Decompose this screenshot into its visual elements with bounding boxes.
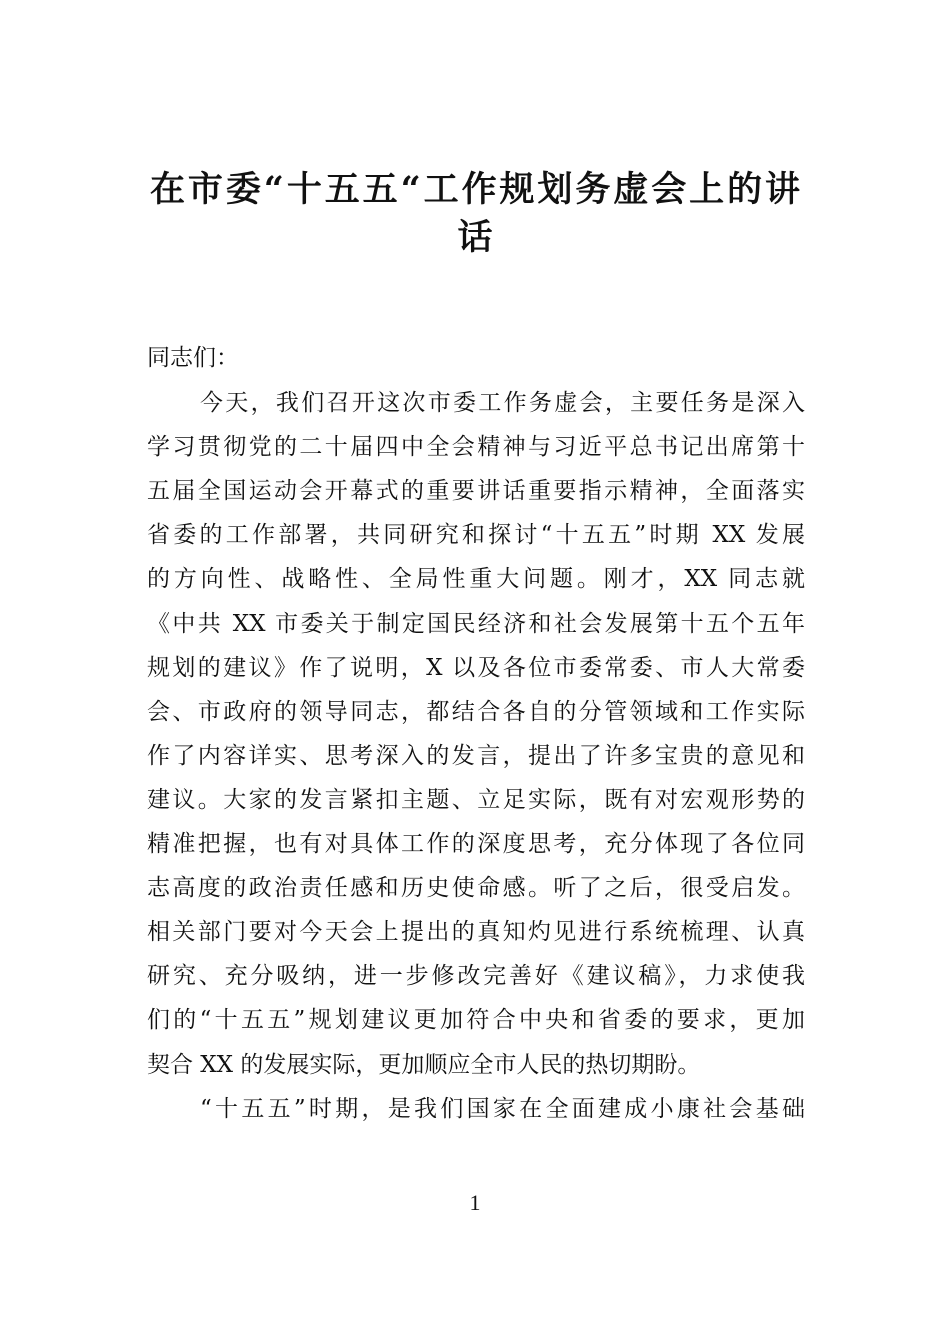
body-line: “十五五”时期，是我们国家在全面建成小康社会基础	[200, 1095, 805, 1122]
body-line: 研究、充分吸纳，进一步修改完善好《建议稿》，力求使我	[147, 963, 805, 990]
document-title-line-1: 在市委“十五五“工作规划务虚会上的讲	[150, 169, 800, 210]
body-line: 《中共 XX 市委关于制定国民经济和社会发展第十五个五年	[147, 610, 805, 637]
body-line: 五届全国运动会开幕式的重要讲话重要指示精神，全面落实	[147, 478, 805, 505]
body-line: 学习贯彻党的二十届四中全会精神与习近平总书记出席第十	[147, 434, 805, 461]
document-title-line-2: 话	[457, 217, 493, 258]
body-line: 省委的工作部署，共同研究和探讨“十五五”时期 XX 发展	[147, 522, 805, 549]
page-number: 1	[469, 1190, 481, 1215]
body-line: 规划的建议》作了说明，X 以及各位市委常委、市人大常委	[147, 654, 805, 681]
body-line: 会、市政府的领导同志，都结合各自的分管领域和工作实际	[147, 698, 805, 725]
body-line: 契合 XX 的发展实际，更加顺应全市人民的热切期盼。	[147, 1051, 701, 1078]
body-line: 建议。大家的发言紧扣主题、立足实际，既有对宏观形势的	[147, 786, 805, 813]
body-line: 今天，我们召开这次市委工作务虚会，主要任务是深入	[200, 390, 805, 416]
salutation: 同志们：	[147, 345, 239, 371]
body-line: 的方向性、战略性、全局性重大问题。刚才，XX 同志就	[147, 566, 805, 593]
body-line: 作了内容详实、思考深入的发言，提出了许多宝贵的意见和	[147, 742, 805, 769]
body-line: 相关部门要对今天会上提出的真知灼见进行系统梳理、认真	[147, 919, 805, 946]
body-line: 志高度的政治责任感和历史使命感。听了之后，很受启发。	[147, 875, 805, 902]
body-line: 精准把握，也有对具体工作的深度思考，充分体现了各位同	[147, 831, 805, 857]
body-line: 们的“十五五”规划建议更加符合中央和省委的要求，更加	[147, 1007, 805, 1034]
